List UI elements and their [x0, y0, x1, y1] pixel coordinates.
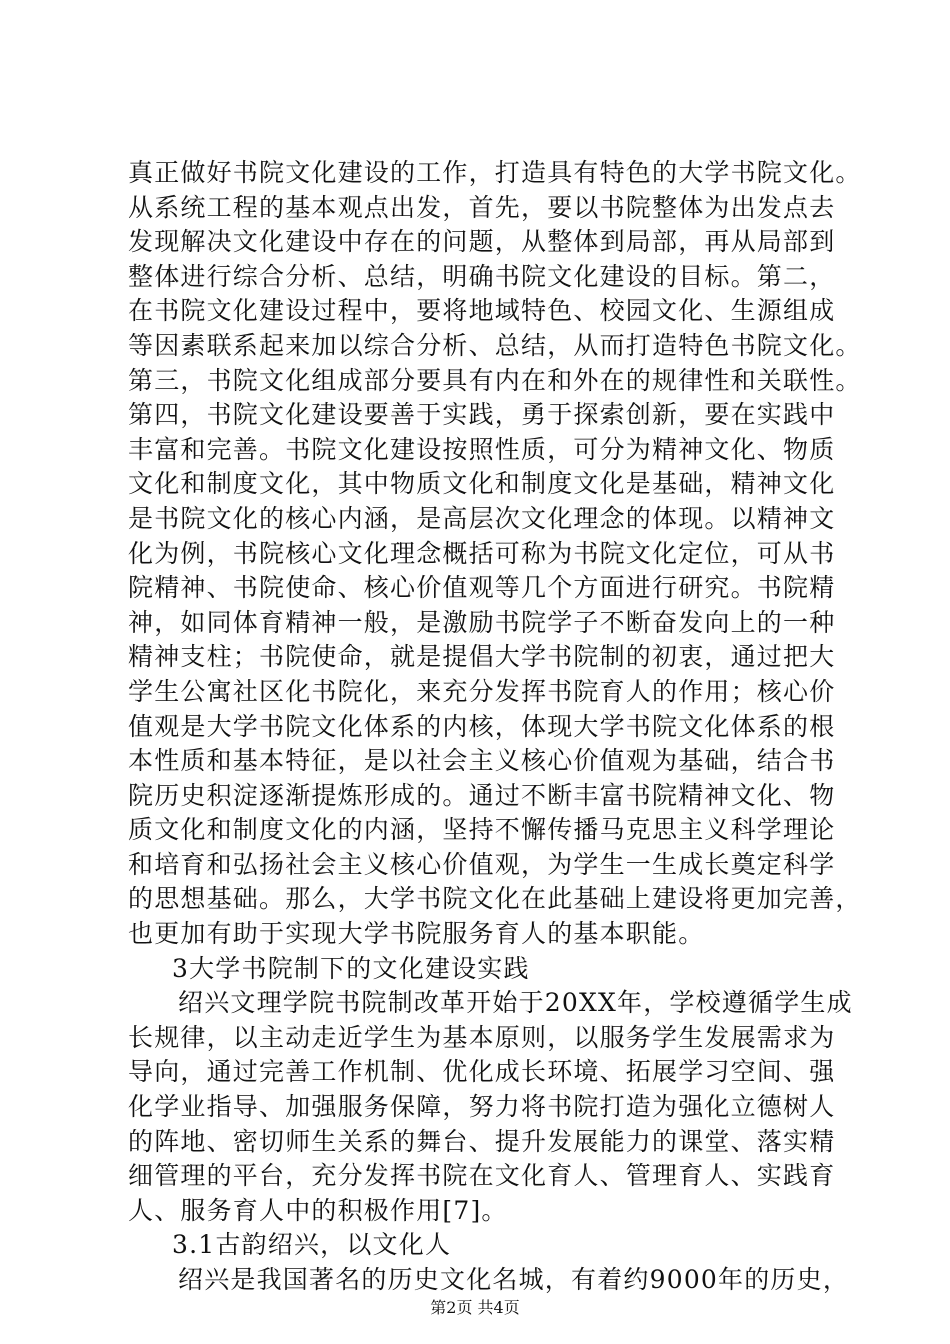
page-number-label: 第2页 共4页 — [430, 1298, 520, 1317]
paragraph-line: 神，如同体育精神一般，是激励书院学子不断奋发向上的一种 — [128, 607, 836, 637]
paragraph-line: 本性质和基本特征，是以社会主义核心价值观为基础，结合书 — [128, 746, 836, 776]
paragraph-line: 第四，书院文化建设要善于实践，勇于探索创新，要在实践中 — [128, 400, 836, 430]
paragraph-line: 文化和制度文化，其中物质文化和制度文化是基础，精神文化 — [128, 469, 836, 499]
paragraph-line: 化学业指导、加强服务保障，努力将书院打造为强化立德树人 — [128, 1092, 836, 1122]
paragraph-line: 的思想基础。那么，大学书院文化在此基础上建设将更加完善， — [128, 884, 862, 914]
paragraph-line: 也更加有助于实现大学书院服务育人的基本职能。 — [128, 919, 705, 949]
paragraph-line: 整体进行综合分析、总结，明确书院文化建设的目标。第二， — [128, 261, 836, 291]
paragraph-line: 真正做好书院文化建设的工作，打造具有特色的大学书院文化。 — [128, 158, 862, 187]
paragraph-line: 细管理的平台，充分发挥书院在文化育人、管理育人、实践育 — [128, 1161, 836, 1191]
paragraph-line: 第三，书院文化组成部分要具有内在和外在的规律性和关联性。 — [128, 365, 862, 395]
paragraph-line: 是书院文化的核心内涵，是高层次文化理念的体现。以精神文 — [128, 503, 836, 533]
section-heading-3: 3大学书院制下的文化建设实践 — [172, 953, 530, 983]
paragraph-line: 绍兴是我国著名的历史文化名城，有着约9000年的历史， — [178, 1265, 850, 1294]
paragraph-line: 在书院文化建设过程中，要将地域特色、校园文化、生源组成 — [128, 296, 836, 326]
paragraph-line: 质文化和制度文化的内涵，坚持不懈传播马克思主义科学理论 — [128, 815, 836, 845]
paragraph-line: 丰富和完善。书院文化建设按照性质，可分为精神文化、物质 — [128, 434, 836, 464]
paragraph-line: 化为例，书院核心文化理念概括可称为书院文化定位，可从书 — [128, 538, 836, 568]
paragraph-line: 精神支柱；书院使命，就是提倡大学书院制的初衷，通过把大 — [128, 642, 836, 672]
paragraph-line: 院历史积淀逐渐提炼形成的。通过不断丰富书院精神文化、物 — [128, 780, 836, 810]
paragraph-line: 等因素联系起来加以综合分析、总结，从而打造特色书院文化。 — [128, 330, 862, 360]
paragraph-line: 发现解决文化建设中存在的问题，从整体到局部，再从局部到 — [128, 227, 836, 257]
paragraph-line: 院精神、书院使命、核心价值观等几个方面进行研究。书院精 — [128, 573, 836, 603]
paragraph-line: 从系统工程的基本观点出发，首先，要以书院整体为出发点去 — [128, 192, 836, 222]
paragraph-line: 导向，通过完善工作机制、优化成长环境、拓展学习空间、强 — [128, 1057, 836, 1087]
paragraph-line: 的阵地、密切师生关系的舞台、提升发展能力的课堂、落实精 — [128, 1126, 836, 1156]
section-heading-3-1: 3.1古韵绍兴，以文化人 — [172, 1230, 452, 1260]
paragraph-line: 值观是大学书院文化体系的内核，体现大学书院文化体系的根 — [128, 711, 836, 741]
paragraph-line: 和培育和弘扬社会主义核心价值观，为学生一生成长奠定科学 — [128, 849, 836, 879]
paragraph-line: 绍兴文理学院书院制改革开始于20XX年，学校遵循学生成 — [178, 988, 853, 1018]
paragraph-line: 长规律，以主动走近学生为基本原则，以服务学生发展需求为 — [128, 1022, 836, 1052]
paragraph-line: 学生公寓社区化书院化，来充分发挥书院育人的作用；核心价 — [128, 676, 836, 706]
page-footer — [0, 1298, 950, 1318]
document-body — [128, 156, 862, 1298]
paragraph-line: 人、服务育人中的积极作用[7]。 — [128, 1195, 508, 1225]
